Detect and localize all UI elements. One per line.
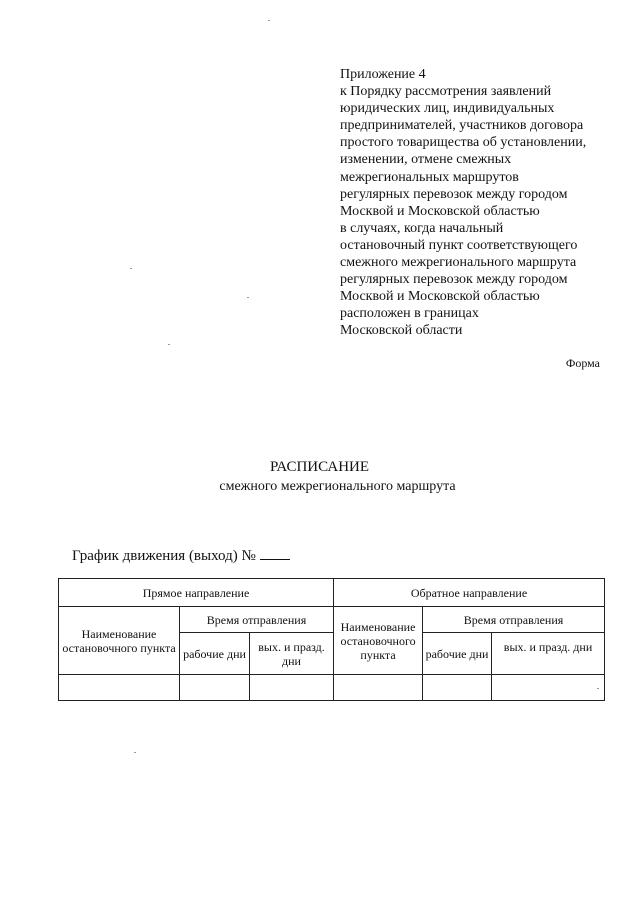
reverse-direction-header: Обратное направление — [334, 579, 605, 607]
reverse-workdays-header: рабочие дни — [423, 633, 492, 675]
scan-speck — [268, 20, 270, 21]
reverse-departure-time-header: Время отправления — [423, 607, 605, 633]
appendix-line: остановочный пункт соответствующего — [340, 237, 578, 253]
scan-speck — [597, 688, 599, 689]
appendix-line: изменении, отмене смежных — [340, 152, 512, 168]
table-cell[interactable] — [180, 675, 250, 701]
schedule-number-label: График движения (выход) № — [72, 548, 256, 564]
reverse-holidays-header: вых. и празд. дни — [492, 633, 605, 675]
table-cell[interactable] — [334, 675, 423, 701]
table-cell[interactable] — [492, 675, 605, 701]
appendix-line: Москвой и Московской областью — [340, 203, 540, 219]
appendix-line: юридических лиц, индивидуальных — [340, 101, 555, 117]
appendix-line: простого товарищества об установлении, — [340, 135, 587, 151]
schedule-table — [58, 578, 605, 701]
direct-stop-name-header: Наименование остановочного пункта — [59, 607, 180, 675]
appendix-line: Московской области — [340, 323, 463, 339]
table-row — [59, 675, 605, 701]
appendix-line: регулярных перевозок между городом — [340, 272, 568, 288]
scan-speck — [247, 297, 249, 298]
reverse-stop-name-header: Наименование остановочного пункта — [334, 607, 423, 675]
scan-speck — [168, 344, 170, 345]
document-title: РАСПИСАНИЕ — [269, 459, 370, 475]
appendix-line: в случаях, когда начальный — [340, 220, 504, 236]
direct-workdays-header: рабочие дни — [180, 633, 250, 675]
appendix-note — [340, 66, 632, 340]
table-cell[interactable] — [423, 675, 492, 701]
appendix-line: смежного межрегионального маршрута — [340, 255, 577, 271]
scan-speck — [130, 268, 132, 269]
direct-departure-time-header: Время отправления — [180, 607, 334, 633]
appendix-line: Москвой и Московской областью — [340, 289, 540, 305]
table-cell[interactable] — [250, 675, 334, 701]
document-subtitle: смежного межрегионального маршрута — [219, 479, 456, 494]
appendix-line: к Порядку рассмотрения заявлений — [340, 84, 552, 100]
direct-holidays-header: вых. и празд. дни — [250, 633, 334, 675]
scan-speck — [134, 752, 136, 753]
appendix-line: регулярных перевозок между городом — [340, 186, 568, 202]
table-cell[interactable] — [59, 675, 180, 701]
table-header-row — [59, 607, 605, 633]
appendix-line: межрегиональных маршрутов — [340, 169, 519, 185]
direct-direction-header: Прямое направление — [59, 579, 334, 607]
table-header-row — [59, 579, 605, 607]
schedule-number-line — [72, 545, 290, 565]
form-label: Форма — [565, 356, 600, 370]
schedule-number-blank[interactable] — [260, 545, 290, 560]
appendix-line: Приложение 4 — [340, 67, 426, 82]
appendix-line: предпринимателей, участников договора — [340, 118, 584, 134]
appendix-line: расположен в границах — [340, 306, 479, 322]
